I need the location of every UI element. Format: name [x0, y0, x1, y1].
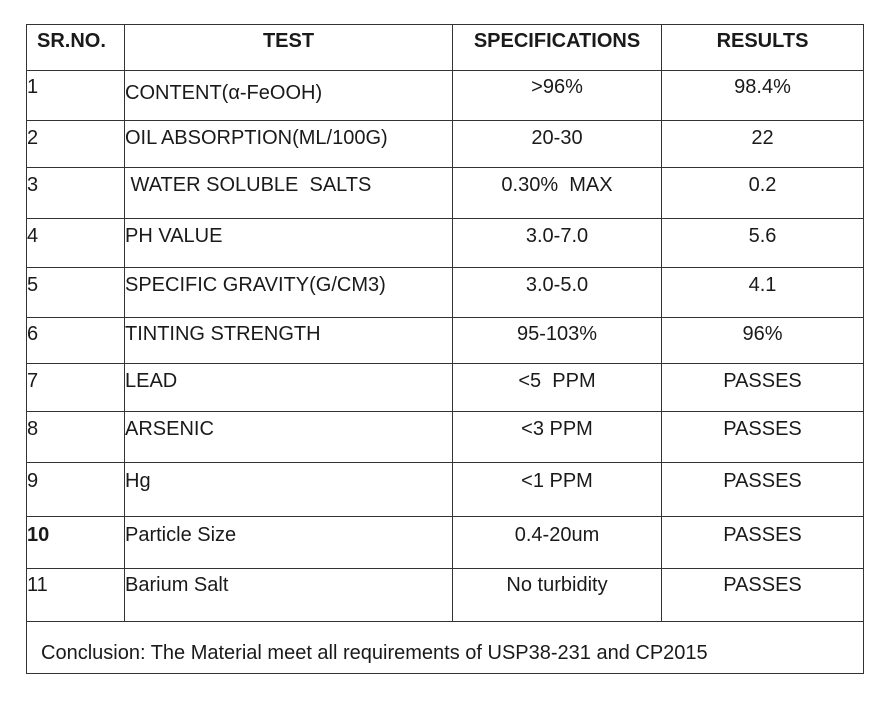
table-row	[27, 268, 864, 318]
cell-specification: 0.30% MAX	[453, 168, 662, 219]
cell-sr-no: 7	[27, 364, 125, 412]
conclusion-text: Conclusion: The Material meet all requirements of USP38-231 and CP2015	[27, 622, 864, 674]
table-row	[27, 219, 864, 268]
cell-specification: No turbidity	[453, 569, 662, 622]
cell-sr-no: 4	[27, 219, 125, 268]
cell-test: Particle Size	[125, 517, 453, 569]
cell-specification: >96%	[453, 71, 662, 121]
cell-result: PASSES	[662, 569, 864, 622]
cell-specification: 20-30	[453, 121, 662, 168]
table-row	[27, 364, 864, 412]
table-row	[27, 318, 864, 364]
cell-result: 22	[662, 121, 864, 168]
cell-specification: 3.0-7.0	[453, 219, 662, 268]
cell-test: ARSENIC	[125, 412, 453, 463]
cell-test: OIL ABSORPTION(ML/100G)	[125, 121, 453, 168]
cell-sr-no: 11	[27, 569, 125, 622]
cell-sr-no: 8	[27, 412, 125, 463]
cell-sr-no: 10	[27, 517, 125, 569]
header-specifications: SPECIFICATIONS	[453, 25, 662, 71]
cell-specification: <3 PPM	[453, 412, 662, 463]
cell-result: 4.1	[662, 268, 864, 318]
cell-test: Barium Salt	[125, 569, 453, 622]
cell-test: TINTING STRENGTH	[125, 318, 453, 364]
cell-result: 98.4%	[662, 71, 864, 121]
cell-result: 5.6	[662, 219, 864, 268]
cell-sr-no: 1	[27, 71, 125, 121]
table-row	[27, 121, 864, 168]
cell-result: PASSES	[662, 364, 864, 412]
cell-test: PH VALUE	[125, 219, 453, 268]
table-row	[27, 569, 864, 622]
conclusion-row	[27, 622, 864, 674]
cell-specification: 95-103%	[453, 318, 662, 364]
cell-test: SPECIFIC GRAVITY(G/CM3)	[125, 268, 453, 318]
cell-test: CONTENT(α-FeOOH)	[125, 71, 453, 121]
table-row	[27, 168, 864, 219]
cell-specification: <5 PPM	[453, 364, 662, 412]
cell-sr-no: 2	[27, 121, 125, 168]
table-header-row	[27, 25, 864, 71]
cell-result: PASSES	[662, 517, 864, 569]
cell-specification: <1 PPM	[453, 463, 662, 517]
cell-sr-no: 5	[27, 268, 125, 318]
header-test: TEST	[125, 25, 453, 71]
cell-result: PASSES	[662, 463, 864, 517]
cell-result: 96%	[662, 318, 864, 364]
table-row	[27, 463, 864, 517]
specification-table	[26, 24, 864, 674]
cell-result: PASSES	[662, 412, 864, 463]
cell-test: WATER SOLUBLE SALTS	[125, 168, 453, 219]
table-row	[27, 412, 864, 463]
cell-result: 0.2	[662, 168, 864, 219]
header-sr-no: SR.NO.	[27, 25, 125, 71]
cell-sr-no: 3	[27, 168, 125, 219]
cell-test: Hg	[125, 463, 453, 517]
cell-sr-no: 6	[27, 318, 125, 364]
table-row	[27, 517, 864, 569]
cell-test: LEAD	[125, 364, 453, 412]
header-results: RESULTS	[662, 25, 864, 71]
cell-sr-no: 9	[27, 463, 125, 517]
cell-specification: 3.0-5.0	[453, 268, 662, 318]
table-row	[27, 71, 864, 121]
cell-specification: 0.4-20um	[453, 517, 662, 569]
